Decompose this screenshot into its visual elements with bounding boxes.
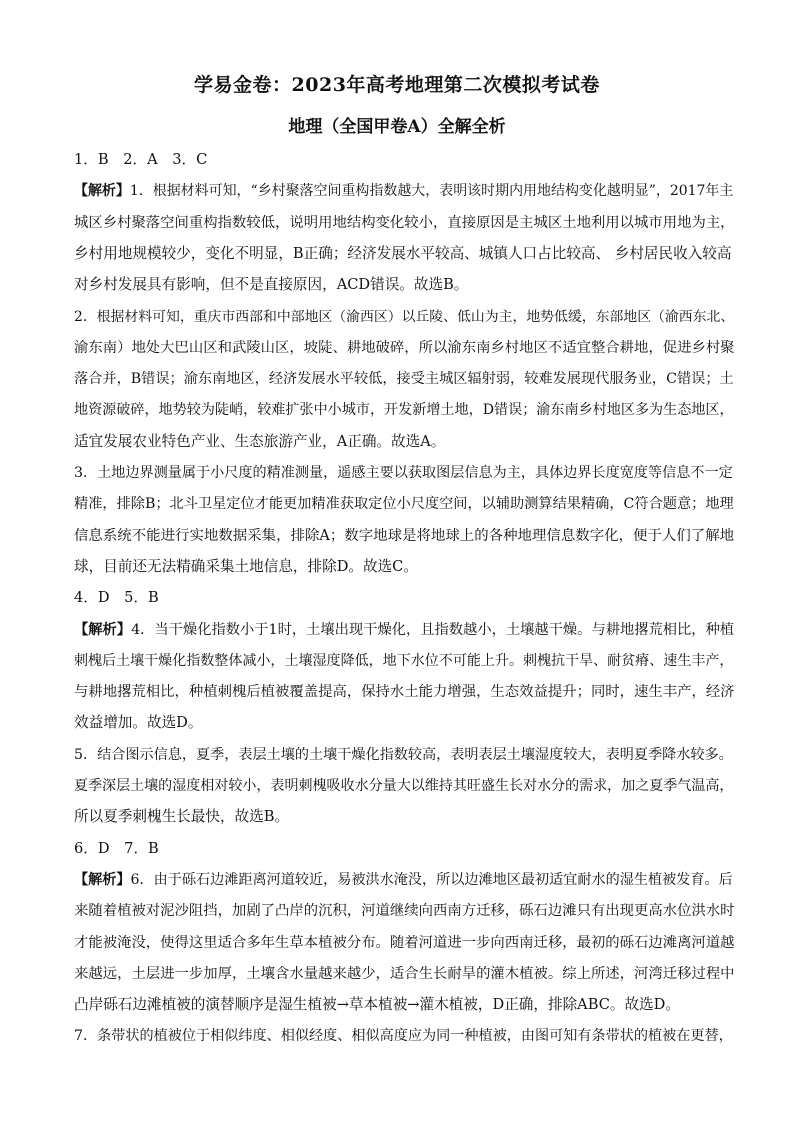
line-text: 2．根据材料可知，重庆市西部和中部地区（渝西区）以丘陵、低山为主，地势低缓，东部地区（渝西东北、 xyxy=(74,308,735,325)
text-line xyxy=(74,807,734,827)
text-line xyxy=(74,1026,734,1046)
text-line xyxy=(74,776,734,796)
text-line xyxy=(74,901,734,921)
text-line xyxy=(74,494,734,514)
text-line xyxy=(74,964,734,984)
text-line xyxy=(74,682,734,702)
line-text: 3．土地边界测量属于小尺度的精准测量，遥感主要以获取图层信息为主，具体边界长度宽度等信息不一定 xyxy=(74,465,733,481)
text-line xyxy=(74,933,734,953)
text-line xyxy=(74,557,734,577)
line-text: 与耕地撂荒相比，种植刺槐后植被覆盖提高，保持水土能力增强，生态效益提升；同时，速生丰产，经济 xyxy=(74,684,735,701)
line-text: 刺槐后土壤干燥化指数整体减小，土壤湿度降低，地下水位不可能上升。刺槐抗干旱、耐贫瘠、速生丰产， xyxy=(74,652,734,669)
text-line xyxy=(74,651,734,671)
line-text: 落合并，B错误；渝东南地区，经济发展水平较低，接受主城区辐射弱，较难发展现代服务业，C错误；土 xyxy=(74,371,734,388)
line-text: 来随着植被对泥沙阻挡，加剧了凸岸的沉积，河道继续向西南方迁移，砾石边滩只有出现更高水位洪水时 xyxy=(74,903,735,920)
line-text: 地资源破碎，地势较为陡峭，较难扩张中小城市，开发新增土地，D错误；渝东南乡村地区多为生态地区， xyxy=(74,402,734,419)
text-line xyxy=(74,213,734,233)
line-text: 7．条带状的植被位于相似纬度、相似经度、相似高度应为同一种植被，由图可知有条带状的植被在更替， xyxy=(74,1028,733,1045)
line-text: 渝东南）地处大巴山区和武陵山区，坡陡、耕地破碎，所以渝东南乡村地区不适宜整合耕地，促进乡村聚 xyxy=(74,339,735,356)
text-line xyxy=(74,839,734,859)
line-text: 4．D 5．B xyxy=(74,589,159,607)
text-line xyxy=(74,400,734,420)
page-title: 学易金卷：2023年高考地理第二次模拟考试卷 xyxy=(194,74,600,96)
text-line xyxy=(74,463,734,483)
line-text: 4．当干燥化指数小于1时，土壤出现干燥化，且指数越小，土壤越干燥。与耕地撂荒相比，种植 xyxy=(131,621,735,638)
analysis-tag: 【解析】 xyxy=(74,621,132,638)
line-text: 6．由于砾石边滩距离河道较近，易被洪水淹没，所以边滩地区最初适宜耐水的湿生植被发育。后 xyxy=(130,871,733,888)
text-line xyxy=(74,588,734,608)
line-text: 适宜发展农业特色产业、生态旅游产业，A正确。故选A。 xyxy=(74,432,446,450)
line-text: 1．B 2．A 3．C xyxy=(74,151,208,168)
line-text: 凸岸砾石边滩植被的演替顺序是湿生植被→草本植被→灌木植被，D正确，排除ABC。故选D。 xyxy=(74,996,680,1014)
line-text: 效益增加。故选D。 xyxy=(74,714,203,732)
text-line xyxy=(74,181,734,201)
text-line xyxy=(74,244,734,264)
text-line xyxy=(74,745,734,765)
text-line xyxy=(74,150,734,170)
line-text: 所以夏季刺槐生长最快，故选B。 xyxy=(74,808,290,826)
line-text: 球，目前还无法精确采集土地信息，排除D。故选C。 xyxy=(74,557,418,575)
text-line xyxy=(74,870,734,890)
line-text: 精准，排除B；北斗卫星定位才能更加精准获取定位小尺度空间，以辅助测算结果精确，C符合题意；地理 xyxy=(74,496,734,513)
text-line xyxy=(74,713,734,733)
line-text: 信息系统不能进行实地数据采集，排除A；数字地球是将地球上的各种地理信息数字化，便于人们了解地 xyxy=(74,527,735,544)
line-text: 对乡村发展具有影响，但不是直接原因，ACD错误。故选B。 xyxy=(74,276,469,294)
line-text: 才能被淹没，使得这里适合多年生草本植被分布。随着河道进一步向西南迁移，最初的砾石边滩离河道越 xyxy=(74,934,735,951)
line-text: 乡村用地规模较少，变化不明显，B正确；经济发展水平较高、城镇人口占比较高、 乡村居民收入较高 xyxy=(74,244,732,262)
analysis-tag: 【解析】 xyxy=(74,871,131,888)
analysis-tag: 【解析】 xyxy=(74,183,130,200)
text-line xyxy=(74,275,734,295)
line-text: 6．D 7．B xyxy=(74,839,159,857)
line-text: 夏季深层土壤的湿度相对较小，表明刺槐吸收水分量大以维持其旺盛生长对水分的需求，加之夏季气温高， xyxy=(74,778,734,794)
page-subtitle: 地理（全国甲卷A）全解全析 xyxy=(288,117,506,137)
text-line xyxy=(74,307,734,327)
text-line xyxy=(74,526,734,546)
line-text: 5．结合图示信息，夏季，表层土壤的土壤干燥化指数较高，表明表层土壤湿度较大，表明夏季降水较多。 xyxy=(74,746,733,763)
text-line xyxy=(74,338,734,358)
line-text: 来越远，土层进一步加厚，土壤含水量越来越少，适合生长耐旱的灌木植被。综上所述，河湾迁移过程中 xyxy=(74,965,735,982)
text-line xyxy=(74,995,734,1015)
line-text: 城区乡村聚落空间重构指数较低，说明用地结构变化较小，直接原因是主城区土地利用以城市用地为主， xyxy=(74,214,735,231)
text-line xyxy=(74,432,734,452)
text-line xyxy=(74,369,734,389)
text-line xyxy=(74,620,734,640)
line-text: 1．根据材料可知，“乡村聚落空间重构指数越大，表明该时期内用地结构变化越明显”，2017年主 xyxy=(129,183,734,200)
